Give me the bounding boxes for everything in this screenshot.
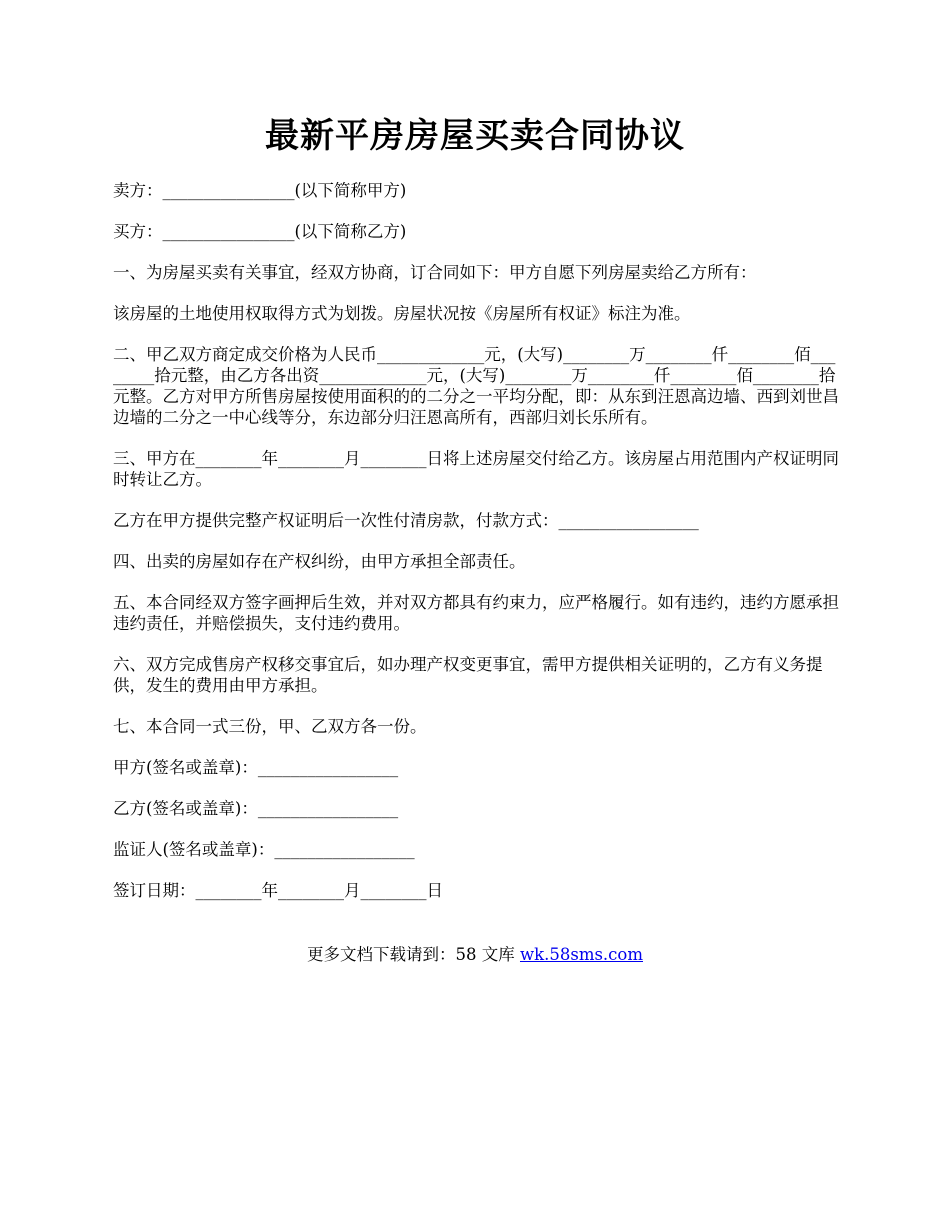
payment-method-line: 乙方在甲方提供完整产权证明后一次性付清房款，付款方式：_________________ <box>113 511 699 530</box>
download-footer <box>0 944 950 965</box>
land-use-note: 该房屋的土地使用权取得方式为划拨。房屋状况按《房屋所有权证》标注为准。 <box>113 304 691 323</box>
document-title: 最新平房房屋买卖合同协议 <box>265 116 685 156</box>
signing-date-line: 签订日期：________年________月________日 <box>113 881 443 900</box>
party-a-signature-line: 甲方(签名或盖章)：_________________ <box>113 758 399 777</box>
clause-5: 五、本合同经双方签字画押后生效，并对双方都具有约束力，应严格履行。如有违约，违约方愿承担违约责任，并赔偿损失，支付违约费用。 <box>113 593 839 633</box>
buyer-line: 买方：________________(以下简称乙方) <box>113 222 407 241</box>
clause-2: 二、甲乙双方商定成交价格为人民币_____________元，(大写)________万________仟________佰________拾元整，由乙方各出资_____________元，(大写)________万________仟________佰________拾元整。乙方对甲方所售房屋按使用面积的的二分之一平均分配，即：从东到汪恩高边墙、西到刘世昌边墙的二分之一中心线等分，东边部分归汪恩高所有，西部归刘长乐所有。 <box>113 345 839 427</box>
clause-6: 六、双方完成售房产权移交事宜后，如办理产权变更事宜，需甲方提供相关证明的，乙方有义务提供，发生的费用由甲方承担。 <box>113 655 823 695</box>
witness-signature-line: 监证人(签名或盖章)：_________________ <box>113 840 415 859</box>
footer-text: 更多文档下载请到：58 文库 <box>306 945 520 964</box>
clause-4: 四、出卖的房屋如存在产权纠纷，由甲方承担全部责任。 <box>113 552 526 571</box>
clause-3: 三、甲方在________年________月________日将上述房屋交付给乙方。该房屋占用范围内产权证明同时转让乙方。 <box>113 449 839 489</box>
seller-line: 卖方：________________(以下简称甲方) <box>113 181 407 200</box>
party-b-signature-line: 乙方(签名或盖章)：_________________ <box>113 799 399 818</box>
footer-link[interactable]: wk.58sms.com <box>519 945 643 964</box>
document-body <box>113 180 840 921</box>
clause-7: 七、本合同一式三份，甲、乙双方各一份。 <box>113 717 427 736</box>
clause-1: 一、为房屋买卖有关事宜，经双方协商，订合同如下：甲方自愿下列房屋卖给乙方所有： <box>113 263 757 282</box>
